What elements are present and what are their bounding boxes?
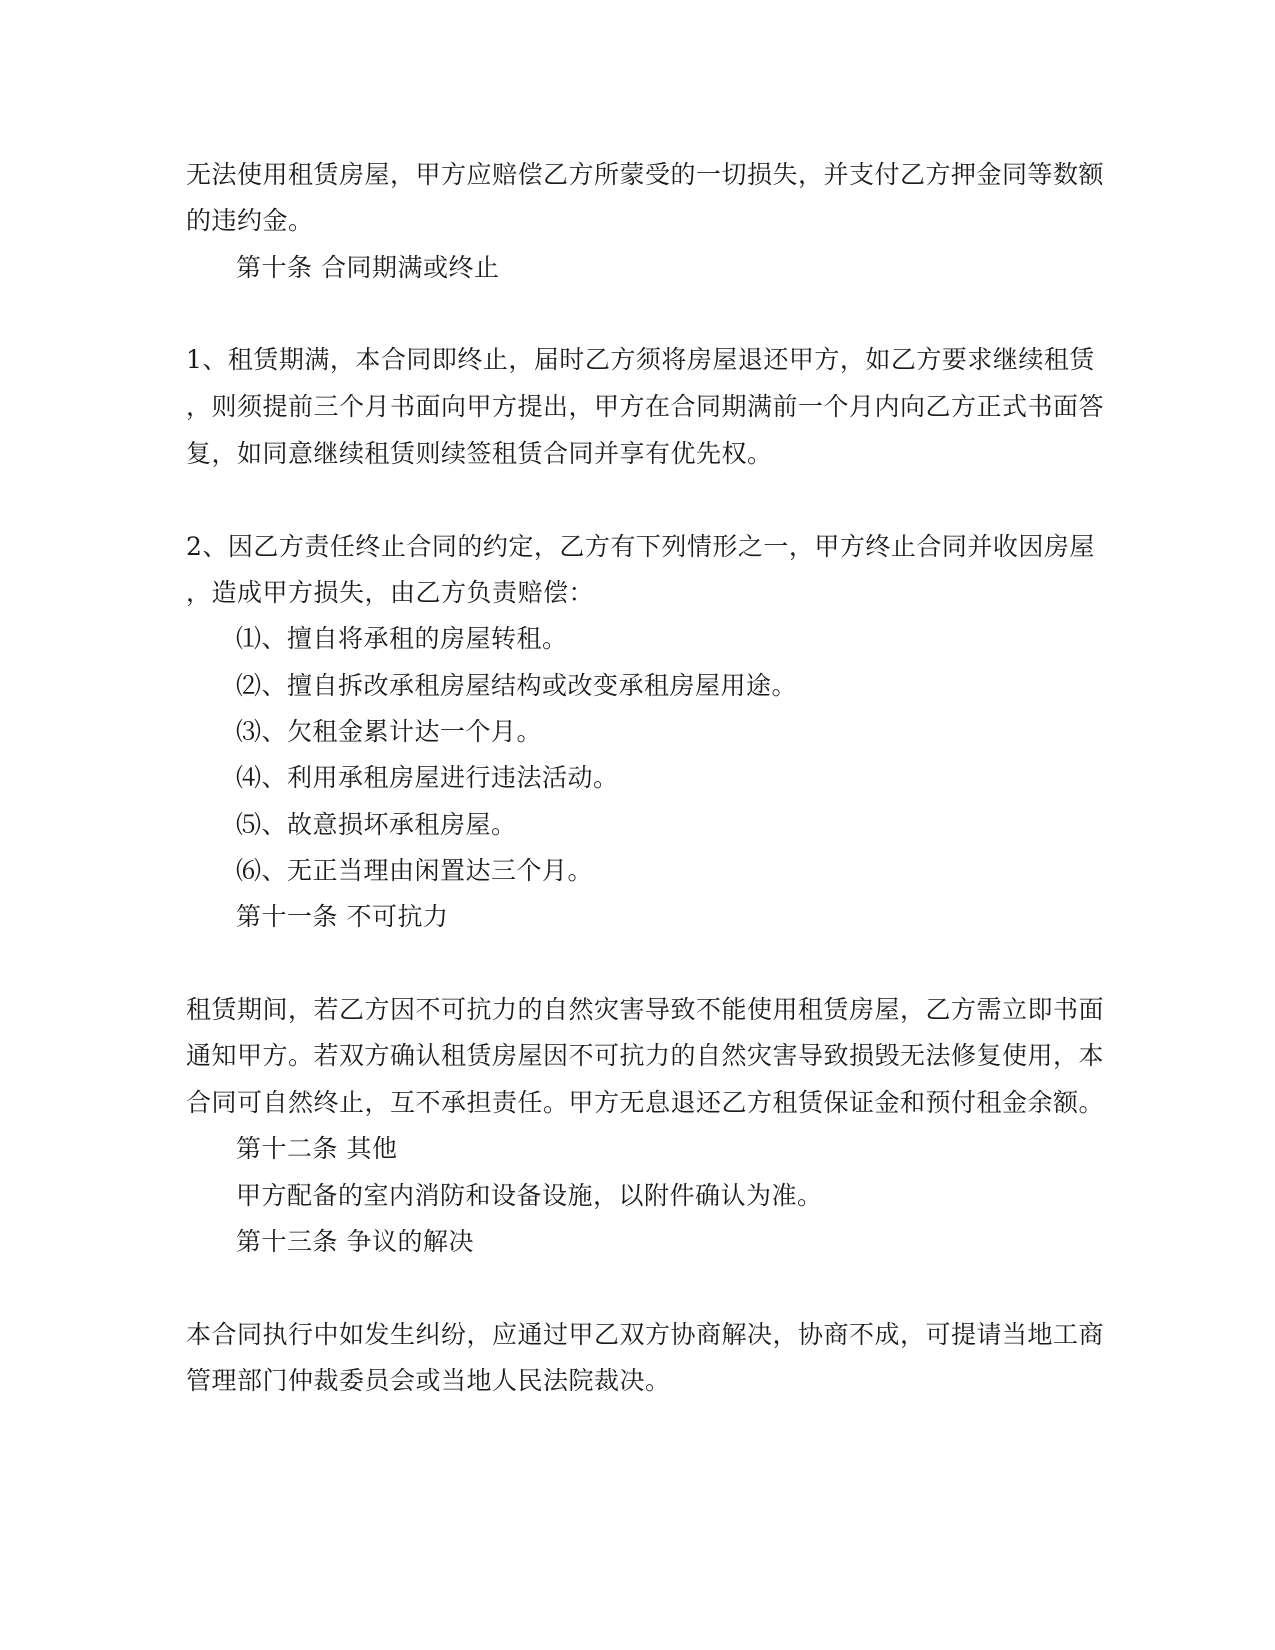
list-item: ⑷、利用承租房屋进行违法活动。 [236, 763, 619, 792]
list-item: ⑸、故意损坏承租房屋。 [236, 810, 517, 839]
section-heading: 第十条 合同期满或终止 [236, 253, 500, 282]
text-line: 无法使用租赁房屋，甲方应赔偿乙方所蒙受的一切损失，并支付乙方押金同等数额 [186, 160, 1105, 189]
list-item: ⑶、欠租金累计达一个月。 [236, 717, 543, 746]
text-line: 本合同执行中如发生纠纷，应通过甲乙双方协商解决，协商不成，可提请当地工商 [186, 1320, 1105, 1349]
section-heading: 第十一条 不可抗力 [236, 902, 449, 931]
list-item: ⑴、擅自将承租的房屋转租。 [236, 624, 568, 653]
text-line: 管理部门仲裁委员会或当地人民法院裁决。 [186, 1366, 671, 1395]
text-line: ，造成甲方损失，由乙方负责赔偿： [186, 578, 595, 607]
list-item: ⑵、擅自拆改承租房屋结构或改变承租房屋用途。 [236, 671, 798, 700]
text-line: 租赁期间，若乙方因不可抗力的自然灾害导致不能使用租赁房屋，乙方需立即书面 [186, 995, 1105, 1024]
text-line: 通知甲方。若双方确认租赁房屋因不可抗力的自然灾害导致损毁无法修复使用，本 [186, 1041, 1105, 1070]
section-heading: 第十二条 其他 [236, 1134, 398, 1163]
text-line: 复，如同意继续租赁则续签租赁合同并享有优先权。 [186, 439, 773, 468]
text-line: ，则须提前三个月书面向甲方提出，甲方在合同期满前一个月内向乙方正式书面答 [186, 392, 1105, 421]
text-line: 合同可自然终止，互不承担责任。甲方无息退还乙方租赁保证金和预付租金余额。 [186, 1088, 1105, 1117]
text-line: 1、租赁期满，本合同即终止，届时乙方须将房屋退还甲方，如乙方要求继续租赁 [186, 345, 1095, 374]
text-line: 甲方配备的室内消防和设备设施，以附件确认为准。 [236, 1181, 823, 1210]
list-item: ⑹、无正当理由闲置达三个月。 [236, 856, 594, 885]
text-line: 2、因乙方责任终止合同的约定，乙方有下列情形之一，甲方终止合同并收因房屋 [186, 532, 1095, 561]
section-heading: 第十三条 争议的解决 [236, 1227, 474, 1256]
text-line: 的违约金。 [186, 206, 314, 235]
